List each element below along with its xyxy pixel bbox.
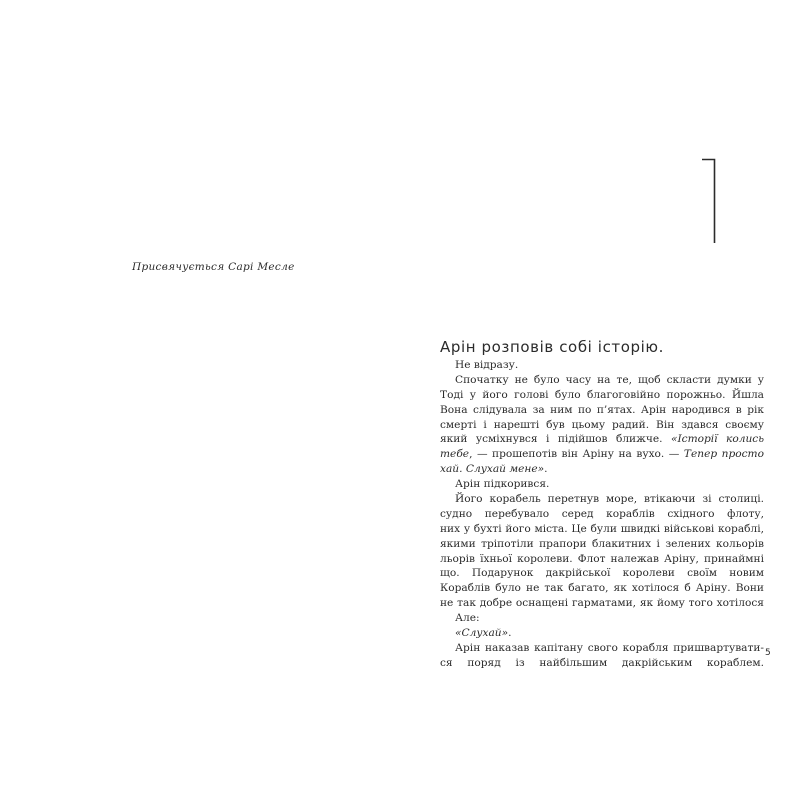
text-span: . — [508, 627, 512, 640]
text-line — [440, 641, 764, 656]
text-span: , — прошепотів він Аріну на вухо. — — [469, 448, 684, 461]
text-line — [440, 373, 764, 388]
text-line — [440, 477, 764, 492]
text-span: Але: — [455, 612, 480, 625]
text-line — [440, 656, 764, 671]
page-number: 5 — [765, 648, 771, 658]
text-span: Тоді у його голові було благоговійно порожньо. Йшла — [440, 388, 764, 401]
text-line — [440, 432, 764, 447]
chapter-title: Арін розповів собі історію. — [440, 338, 665, 356]
text-line — [440, 447, 764, 462]
text-span: Кораблів було не так багато, як хотілося б Аріну. Вони — [440, 582, 764, 595]
text-line — [440, 552, 764, 567]
text-span: Не відразу. — [455, 359, 519, 371]
text-line — [440, 611, 764, 626]
text-line — [440, 522, 764, 537]
italic-span: «Слухай» — [455, 627, 509, 640]
text-line — [440, 388, 764, 403]
text-line — [440, 492, 764, 507]
text-line — [440, 462, 764, 477]
text-line — [440, 596, 764, 611]
text-span: льорів їхньої королеви. Флот належав Аріну, принаймні — [440, 552, 764, 565]
text-line — [440, 418, 764, 433]
text-span: Арін підкорився. — [455, 478, 550, 491]
text-span: ся поряд із найбільшим дакрійським кораблем. — [440, 656, 764, 669]
text-span: Вона слідувала за ним по п’ятах. Арін народився в рік — [440, 403, 764, 416]
text-line — [440, 581, 764, 596]
text-line — [440, 358, 764, 373]
text-line — [440, 566, 764, 581]
italic-span: Тепер просто — [683, 448, 764, 461]
text-span: судно перебувало серед кораблів східного флоту, — [440, 507, 764, 520]
dedication-text: Присвячується Сарі Месле — [132, 261, 295, 273]
chapter-body-text — [440, 358, 764, 671]
text-span: якими тріпотіли прапори блакитних і зелених кольорів — [440, 537, 764, 550]
text-span: не так добре оснащені гарматами, як йому того хотілося — [440, 597, 764, 610]
italic-span: «Історії колись — [670, 433, 764, 446]
chapter-number-glyph — [700, 158, 722, 244]
text-span: Його корабель перетнув море, втікаючи зі столиці. — [455, 493, 764, 506]
text-span: Арін наказав капітану свого корабля пришвартувати- — [455, 641, 764, 654]
italic-span: тебе — [440, 448, 470, 461]
text-span: них у бухті його міста. Це були швидкі військові кораблі, — [440, 522, 764, 535]
chapter-number-value — [700, 244, 701, 245]
text-span: який усміхнувся і підійшов ближче. — [440, 433, 671, 446]
text-span: Спочатку не було часу на те, щоб скласти думки у — [455, 373, 764, 386]
text-span: що. Подарунок дакрійської королеви своїм новим — [440, 567, 764, 580]
text-span: . — [544, 463, 548, 476]
text-line — [440, 626, 764, 641]
text-line — [440, 537, 764, 552]
text-line — [440, 403, 764, 418]
italic-span: хай. Слухай мене» — [440, 463, 545, 476]
chapter-number — [700, 158, 722, 244]
text-span: смерті і нарешті був цьому радий. Він здався своєму — [440, 418, 764, 431]
text-line — [440, 507, 764, 522]
